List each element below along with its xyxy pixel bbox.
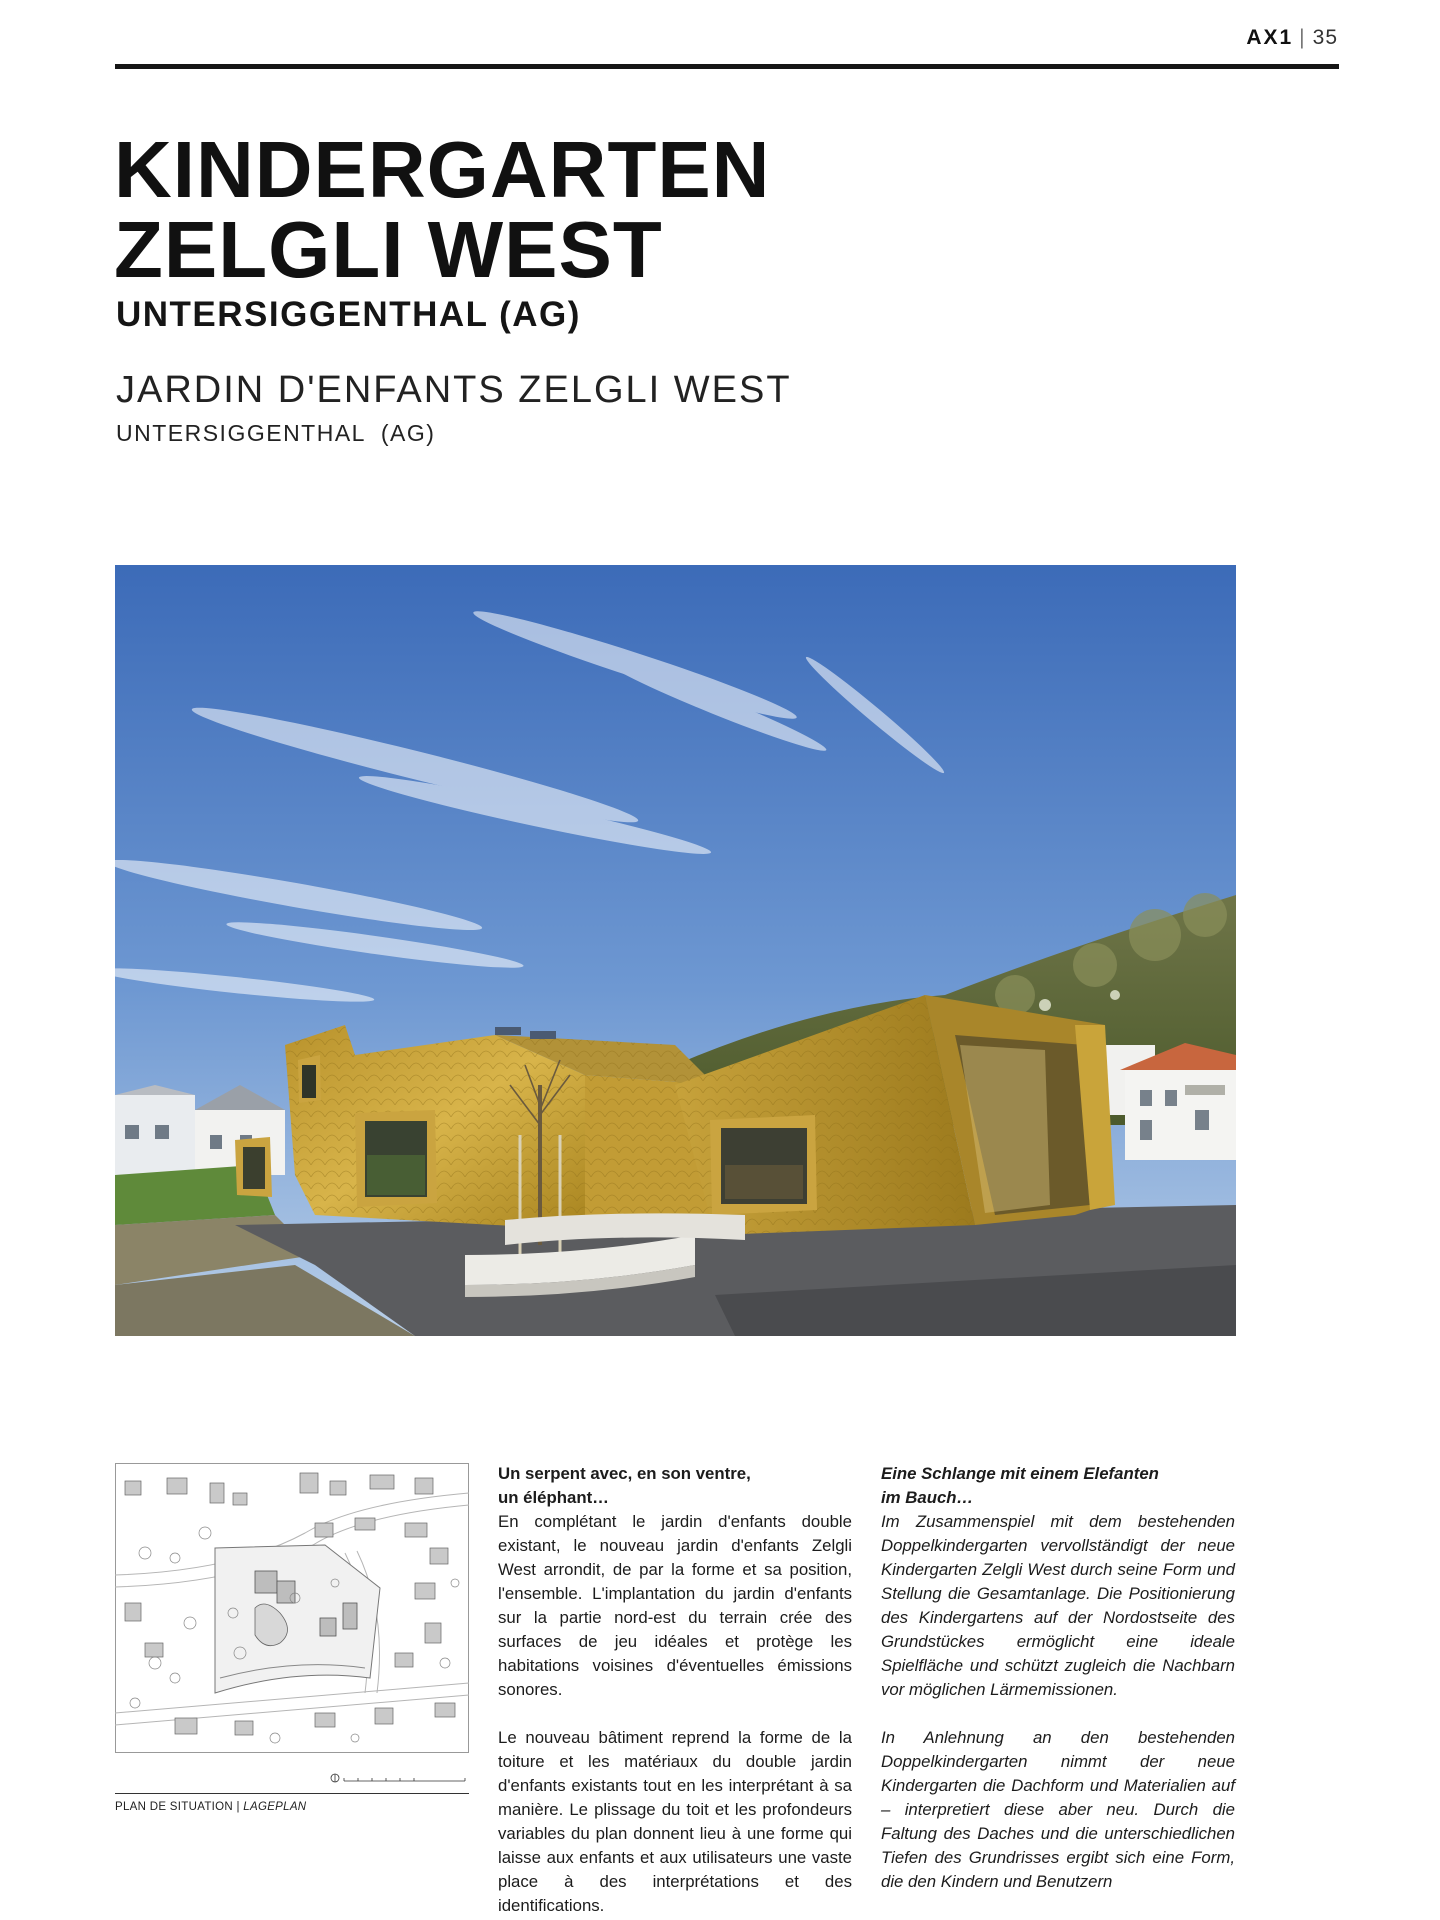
french-location: UNTERSIGGENTHAL (AG) bbox=[116, 420, 436, 446]
page-title bbox=[114, 125, 771, 294]
article-text-fr bbox=[498, 1462, 852, 1918]
caption-fr: PLAN DE SITUATION bbox=[115, 1801, 233, 1813]
heading-fr-line-1: Un serpent avec, en son ventre, bbox=[498, 1464, 751, 1483]
caption-de: LAGEPLAN bbox=[243, 1801, 307, 1813]
site-plan-drawing bbox=[115, 1463, 469, 1753]
scale-bar bbox=[330, 1769, 470, 1787]
header-rule bbox=[115, 64, 1339, 69]
page-number: 35 bbox=[1312, 26, 1338, 49]
folio-separator: | bbox=[1299, 26, 1307, 49]
heading-de-line-1: Eine Schlange mit einem Elefanten bbox=[881, 1464, 1159, 1483]
paragraph-fr-1: En complétant le jardin d'enfants double existant, le nouveau jardin d'enfants Zelgli West arrondit, de par la forme et sa position, l'ensemble. L'implantation du jardin d'enfants sur la partie nord-est du terrain crée des surfaces de jeu idéales et protège les habitations voisines d'éventuelles émissions sonores. bbox=[498, 1512, 852, 1699]
kindergarten-photo bbox=[115, 565, 1236, 1336]
paragraph-fr-2: Le nouveau bâtiment reprend la forme de la toiture et les matériaux du double jardin d'enfants existants tout en les interprétant à sa manière. Le plissage du toit et les profondeurs variables du plan donnent lieu à une forme qui laisse aux enfants et aux utilisateurs une vaste place à des interprétations et des identifications. bbox=[498, 1728, 852, 1915]
french-title: JARDIN D'ENFANTS ZELGLI WEST bbox=[116, 369, 792, 411]
magazine-brand: AX1 bbox=[1246, 26, 1294, 49]
paragraph-de-2: In Anlehnung an den bestehenden Doppelkindergarten nimmt der neue Kindergarten die Dachform und Materialien auf – interpretiert diese aber neu. Durch die Faltung des Daches und die unterschiedlichen Tiefen des Grundrisses ergibt sich eine Form, die den Kindern und Benutzern bbox=[881, 1728, 1235, 1891]
title-line-1: KINDERGARTEN bbox=[114, 125, 771, 214]
heading-fr-line-2: un éléphant… bbox=[498, 1488, 609, 1507]
caption-separator: | bbox=[233, 1801, 244, 1813]
page-folio bbox=[1246, 26, 1338, 50]
heading-de-line-2: im Bauch… bbox=[881, 1488, 974, 1507]
site-plan-caption bbox=[115, 1793, 469, 1813]
article-text-de bbox=[881, 1462, 1235, 1894]
title-location: UNTERSIGGENTHAL (AG) bbox=[116, 295, 581, 334]
title-line-2: ZELGLI WEST bbox=[114, 205, 663, 294]
paragraph-de-1: Im Zusammenspiel mit dem bestehenden Doppelkindergarten vervollständigt der neue Kindergarten Zelgli West durch seine Form und Stellung die Gesamtanlage. Die Positionierung des Kindergartens auf der Nordostseite des Grundstückes ermöglicht eine ideale Spielfläche und schützt zugleich die Nachbarn vor möglichen Lärmemissionen. bbox=[881, 1512, 1235, 1699]
